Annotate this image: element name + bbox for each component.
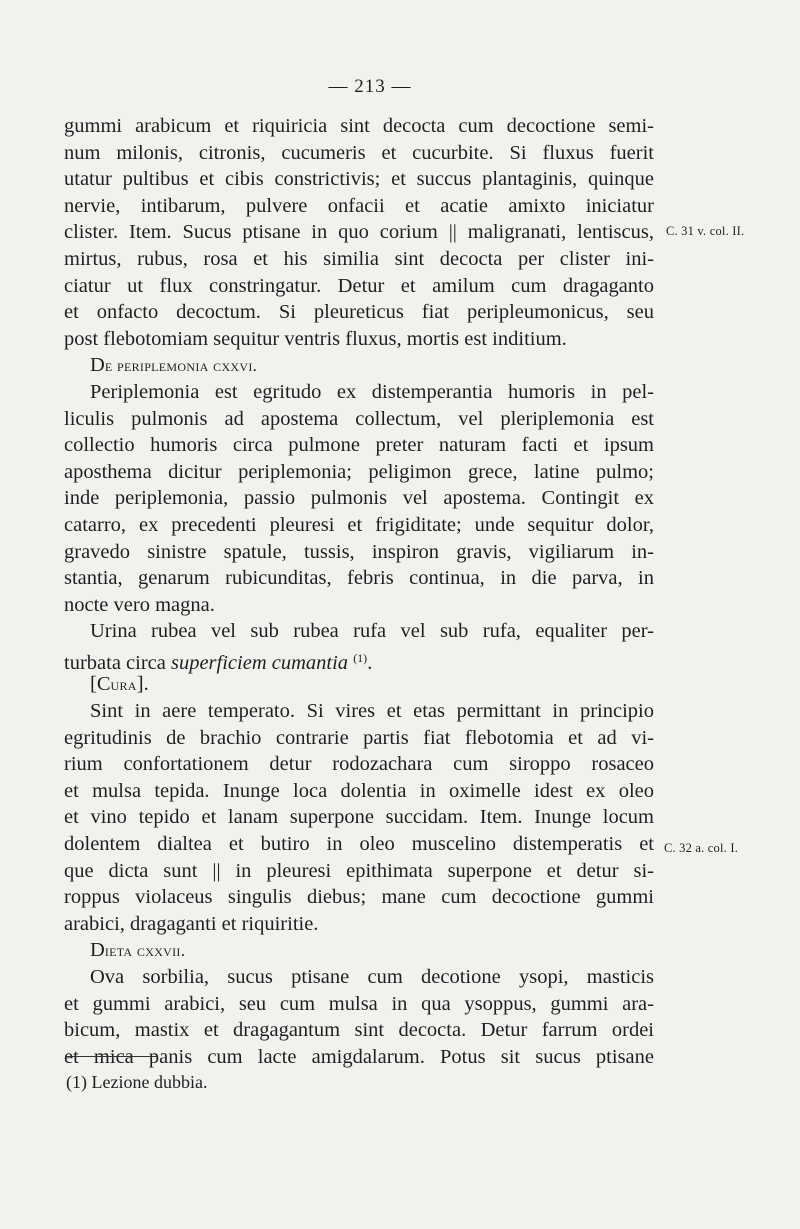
bracket-close: ]. [136, 673, 149, 696]
text-line: et vino tepido et lanam superpone succidam. Item. Inunge locum [64, 806, 654, 829]
text-line: utatur pultibus et cibis constrictivis; et succus plantaginis, quinque [64, 168, 654, 191]
text-line: bicum, mastix et dragagantum sint decocta. Detur farrum ordei [64, 1019, 654, 1042]
section-heading-cura [64, 671, 654, 698]
text-line: stantia, genarum rubicunditas, febris continua, in die parva, in [64, 567, 654, 590]
text-line: post flebotomiam sequitur ventris fluxus, mortis est inditium. [64, 327, 567, 350]
text-line: Periplemonia est egritudo ex distemperantia humoris in pel- [90, 380, 654, 403]
text-line: nervie, intibarum, pulvere onfacii et acatie amixto iniciatur [64, 194, 654, 217]
text-line: et gummi arabici, seu cum mulsa in qua ysoppus, gummi ara- [64, 992, 654, 1015]
heading-initial: D [90, 939, 105, 962]
heading-initial: D [90, 354, 105, 377]
bracket-open: [ [90, 673, 97, 696]
text-line: roppus violaceus singulis diebus; mane cum decoctione gummi [64, 886, 654, 909]
text-line: dolentem dialtea et butiro in oleo muscelino distemperatis et [64, 833, 654, 856]
text-line: et onfacto decoctum. Si pleureticus fiat peripleumonicus, seu [64, 301, 654, 324]
text-line: clister. Item. Sucus ptisane in quo corium || maligranati, lentiscus, [64, 221, 654, 244]
section-heading-dieta [64, 937, 654, 964]
footnote-ref: (1) [353, 650, 368, 665]
text-line: collectio humoris circa pulmone preter naturam facti et ipsum [64, 434, 654, 457]
heading-rest: ieta cxxvii. [104, 941, 186, 961]
heading-rest: e periplemonia cxxvi. [104, 356, 258, 376]
text-line: rium confortationem detur rodozachara cum siroppo rosaceo [64, 753, 654, 776]
margin-note: C. 32 a. col. I. [664, 841, 739, 855]
heading-rest: ura [110, 675, 137, 695]
text-line: liculis pulmonis ad apostema collectum, vel pleriplemonia est [64, 407, 654, 430]
footnote: (1) Lezione dubbia. [66, 1072, 208, 1092]
text-line: num milonis, citronis, cucumeris et cucurbite. Si fluxus fuerit [64, 141, 654, 164]
footnote-divider [66, 1056, 158, 1057]
text-line: Urina rubea vel sub rubea rufa vel sub rufa, equaliter per- [90, 620, 654, 643]
urina-suffix: . [367, 651, 373, 674]
page-number: — 213 — [328, 76, 412, 97]
urina-italic: superficiem cumantia [170, 651, 349, 674]
text-line: aposthema dicitur periplemonia; peligimon grece, latine pulmo; [64, 460, 654, 483]
urina-prefix: turbata circa [64, 651, 166, 674]
text-line: et mica panis cum lacte amigdalarum. Potus sit sucus ptisane [64, 1045, 654, 1068]
text-line: nocte vero magna. [64, 593, 215, 616]
text-line: inde periplemonia, passio pulmonis vel apostema. Contingit ex [64, 487, 654, 510]
text-line: ciatur ut flux constringatur. Detur et amilum cum dragaganto [64, 274, 654, 297]
text-line: et mulsa tepida. Inunge loca dolentia in oximelle idest ex oleo [64, 779, 654, 802]
margin-note: C. 31 v. col. II. [666, 224, 745, 238]
text-line-with-note [64, 645, 654, 672]
main-text [64, 113, 654, 1070]
text-line: Ova sorbilia, sucus ptisane cum decotione ysopi, masticis [90, 966, 654, 988]
text-line: egritudinis de brachio contrarie partis fiat flebotomia et ad vi- [64, 726, 654, 749]
text-line: gravedo sinistre spatule, tussis, inspiron gravis, vigiliarum in- [64, 540, 654, 563]
text-line: que dicta sunt || in pleuresi epithimata superpone et detur si- [64, 859, 654, 882]
text-line: arabici, dragaganti et riquiritie. [64, 912, 319, 935]
text-line: Sint in aere temperato. Si vires et etas permittant in principio [90, 700, 654, 723]
text-line: gummi arabicum et riquiricia sint decocta cum decoctione semi- [64, 115, 654, 137]
section-heading-periplemonia [64, 352, 654, 379]
text-line: mirtus, rubus, rosa et his similia sint decocta per clister ini- [64, 247, 654, 270]
text-line: catarro, ex precedenti pleuresi et frigiditate; unde sequitur dolor, [64, 513, 654, 536]
heading-initial: C [96, 673, 111, 696]
